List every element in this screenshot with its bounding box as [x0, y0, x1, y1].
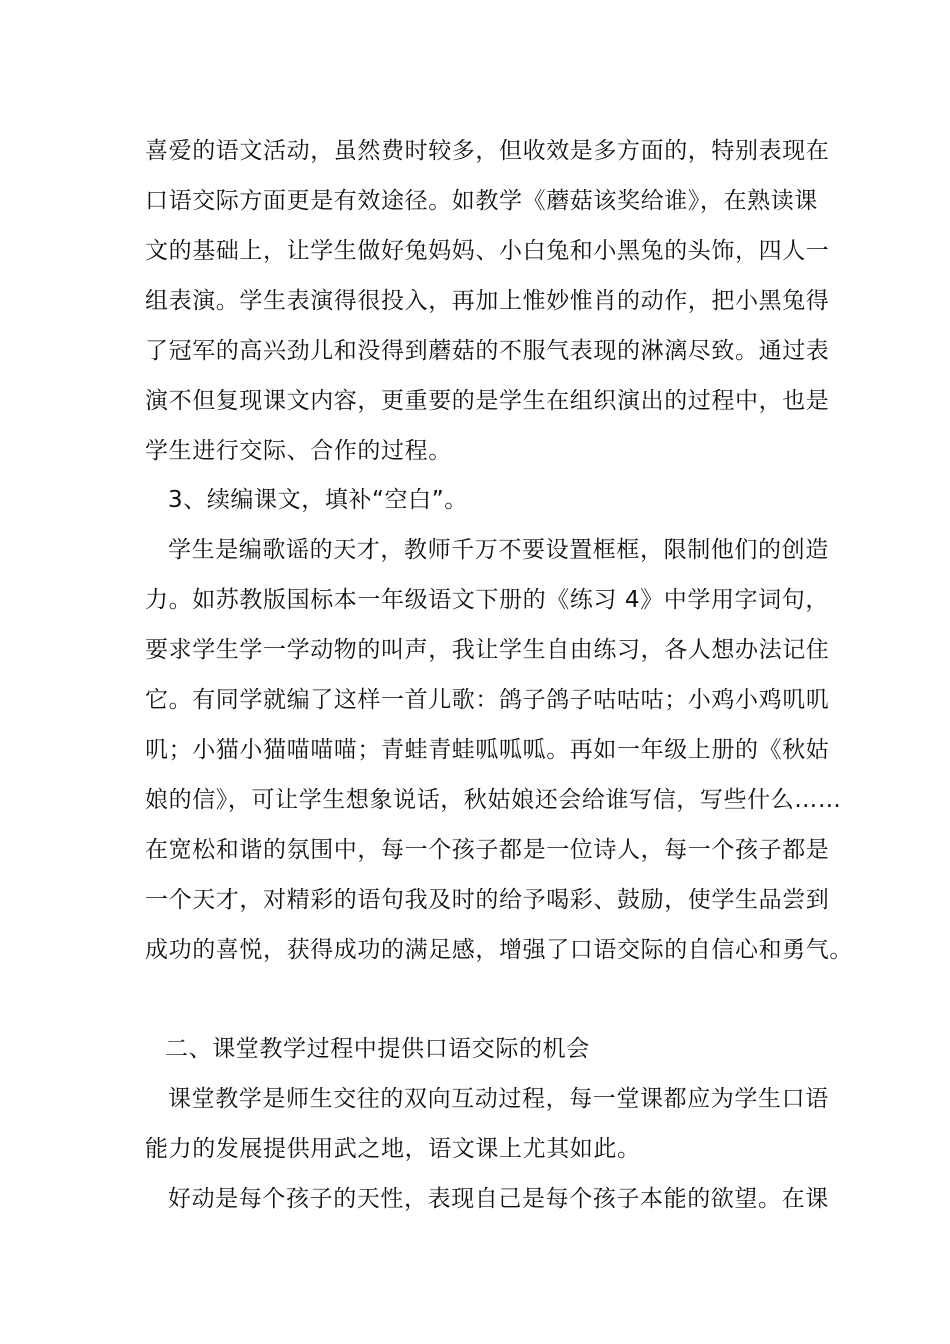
paragraph-line: 娘的信》，可让学生想象说话，秋姑娘还会给谁写信，写些什么…… — [145, 787, 842, 813]
paragraph-line: 喜爱的语文活动，虽然费时较多，但收效是多方面的，特别表现在 — [145, 138, 830, 164]
paragraph-line: 课堂教学是师生交往的双向互动过程，每一堂课都应为学生口语 — [168, 1086, 829, 1112]
paragraph-line: 好动是每个孩子的天性，表现自己是每个孩子本能的欲望。在课 — [168, 1186, 829, 1212]
paragraph-line: 学生是编歌谣的天才，教师千万不要设置框框，限制他们的创造 — [168, 537, 829, 563]
section-subheading: 3、续编课文，填补“空白”。 — [168, 487, 468, 513]
paragraph-line: 能力的发展提供用武之地，语文课上尤其如此。 — [145, 1136, 641, 1162]
paragraph-line: 学生进行交际、合作的过程。 — [145, 438, 452, 464]
paragraph-line: 成功的喜悦，获得成功的满足感，增强了口语交际的自信心和勇气。 — [145, 937, 853, 963]
paragraph-line: 口语交际方面更是有效途径。如教学《蘑菇该奖给谁》，在熟读课 — [145, 188, 818, 214]
paragraph-line: 叽；小猫小猫喵喵喵；青蛙青蛙呱呱呱。再如一年级上册的《秋姑 — [145, 737, 830, 763]
paragraph-line: 文的基础上，让学生做好兔妈妈、小白兔和小黑兔的头饰，四人一 — [145, 238, 830, 264]
paragraph-line: 一个天才，对精彩的语句我及时的给予喝彩、鼓励，使学生品尝到 — [145, 887, 830, 913]
paragraph-line: 在宽松和谐的氛围中，每一个孩子都是一位诗人，每一个孩子都是 — [145, 837, 830, 863]
paragraph-line: 它。有同学就编了这样一首儿歌：鸽子鸽子咕咕咕；小鸡小鸡叽叽 — [145, 687, 830, 713]
paragraph-line: 了冠军的高兴劲儿和没得到蘑菇的不服气表现的淋漓尽致。通过表 — [145, 338, 830, 364]
paragraph-line: 演不但复现课文内容，更重要的是学生在组织演出的过程中，也是 — [145, 388, 830, 414]
paragraph-line: 组表演。学生表演得很投入，再加上惟妙惟肖的动作，把小黑兔得 — [145, 288, 830, 314]
section-heading: 二、课堂教学过程中提供口语交际的机会 — [165, 1036, 590, 1062]
paragraph-line: 要求学生学一学动物的叫声，我让学生自由练习，各人想办法记住 — [145, 637, 830, 663]
paragraph-line: 力。如苏教版国标本一年级语文下册的《练习 4》中学用字词句， — [145, 587, 829, 613]
